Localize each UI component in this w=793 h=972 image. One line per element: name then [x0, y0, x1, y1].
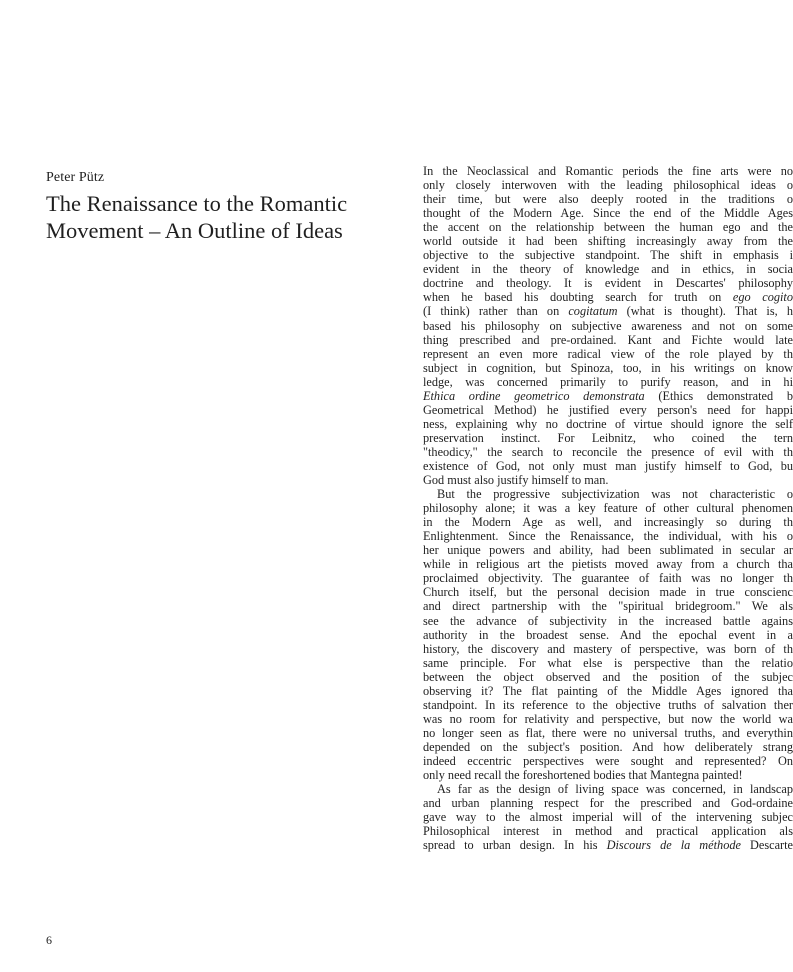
- body-line: ness, explaining why no doctrine of virtue should ignore the self: [423, 416, 793, 431]
- author-name: Peter Pütz: [46, 170, 105, 185]
- body-line: objective to the subjective standpoint. The shift in emphasis i: [423, 248, 793, 263]
- body-line: and direct partnership with the "spiritual bridegroom." We als: [423, 599, 793, 614]
- title-line: Movement – An Outline of Ideas: [46, 218, 343, 243]
- body-line: evident in the theory of knowledge and in ethics, in socia: [423, 262, 793, 277]
- body-line: based his philosophy on subjective awareness and not on some: [423, 318, 793, 333]
- body-line: Philosophical interest in method and practical application als: [423, 824, 793, 839]
- body-line: indeed eccentric perspectives were sought and represented? On: [423, 753, 793, 768]
- body-line: world outside it had been shifting increasingly away from the: [423, 234, 793, 249]
- body-line: In the Neoclassical and Romantic periods the fine arts were no: [423, 164, 793, 178]
- body-line: was no room for relativity and perspective, but now the world wa: [423, 711, 793, 726]
- page-number: 6: [46, 933, 52, 947]
- body-line: between the object observed and the position of the subjec: [423, 669, 793, 684]
- body-line: depended on the subject's position. And how deliberately strang: [423, 739, 793, 754]
- body-line: represent an even more radical view of the role played by th: [423, 346, 793, 361]
- body-line: Ethica ordine geometrico demonstrata (Ethics demonstrated b: [423, 388, 793, 403]
- body-line: preservation instinct. For Leibnitz, who coined the tern: [423, 430, 793, 445]
- body-line: God must also justify himself to man.: [423, 473, 609, 488]
- body-line: their time, but were also deeply rooted in the traditions o: [423, 192, 793, 207]
- body-line: (I think) rather than on cogitatum (what is thought). That is, h: [423, 304, 793, 319]
- body-line: same principle. For what else is perspective than the relatio: [423, 655, 793, 670]
- body-line: doctrine and theology. It is evident in Descartes' philosophy: [423, 276, 793, 291]
- body-line: no longer seen as flat, there were no universal truths, and everythin: [423, 725, 793, 740]
- body-text: [423, 164, 793, 852]
- body-line: while in religious art the pietists moved away from a church tha: [423, 557, 793, 572]
- body-line: Church itself, but the personal decision made in true conscienc: [423, 585, 793, 600]
- body-line: spread to urban design. In his Discours de la méthode Descarte: [423, 838, 793, 853]
- body-line: gave way to the almost imperial will of the intervening subjec: [423, 810, 793, 825]
- body-line: observing it? The flat painting of the Middle Ages ignored tha: [423, 683, 793, 698]
- body-line: history, the discovery and mastery of perspective, was born of th: [423, 641, 793, 656]
- body-line: proclaimed objectivity. The guarantee of faith was no longer th: [423, 571, 793, 586]
- body-line: philosophy alone; it was a key feature of other cultural phenomen: [423, 501, 793, 516]
- body-line: existence of God, not only must man justify himself to God, bu: [423, 458, 793, 473]
- body-line: her unique powers and ability, had been sublimated in secular ar: [423, 543, 793, 558]
- body-line: Geometrical Method) he justified every person's need for happi: [423, 402, 793, 417]
- body-line: ledge, was concerned primarily to purify reason, and in hi: [423, 374, 793, 389]
- body-line: But the progressive subjectivization was not characteristic o: [437, 487, 793, 502]
- body-line: authority in the broadest sense. And the epochal event in a: [423, 627, 793, 642]
- body-line: see the advance of subjectivity in the increased battle agains: [423, 613, 793, 628]
- body-line: when he based his doubting search for truth on ego cogito: [423, 290, 793, 305]
- body-line: thing prescribed and pre-ordained. Kant and Fichte would late: [423, 332, 793, 347]
- body-line: "theodicy," the search to reconcile the presence of evil with th: [423, 444, 793, 459]
- title-line: The Renaissance to the Romantic: [46, 191, 348, 216]
- body-line: and urban planning respect for the prescribed and God-ordaine: [423, 796, 793, 811]
- body-line: Enlightenment. Since the Renaissance, the individual, with his o: [423, 529, 793, 544]
- body-line: subject in cognition, but Spinoza, too, in his writings on know: [423, 360, 793, 375]
- body-line: the accent on the relationship between the human ego and the: [423, 220, 793, 235]
- article-title: [46, 190, 396, 244]
- body-line: only need recall the foreshortened bodies that Mantegna painted!: [423, 768, 743, 783]
- body-line: standpoint. In its reference to the objective truths of salvation ther: [423, 697, 793, 712]
- body-line: only closely interwoven with the leading philosophical ideas o: [423, 178, 793, 193]
- body-line: thought of the Modern Age. Since the end of the Middle Ages: [423, 206, 793, 221]
- body-line: As far as the design of living space was concerned, in landscap: [437, 782, 793, 797]
- body-line: in the Modern Age as well, and increasingly so during th: [423, 515, 793, 530]
